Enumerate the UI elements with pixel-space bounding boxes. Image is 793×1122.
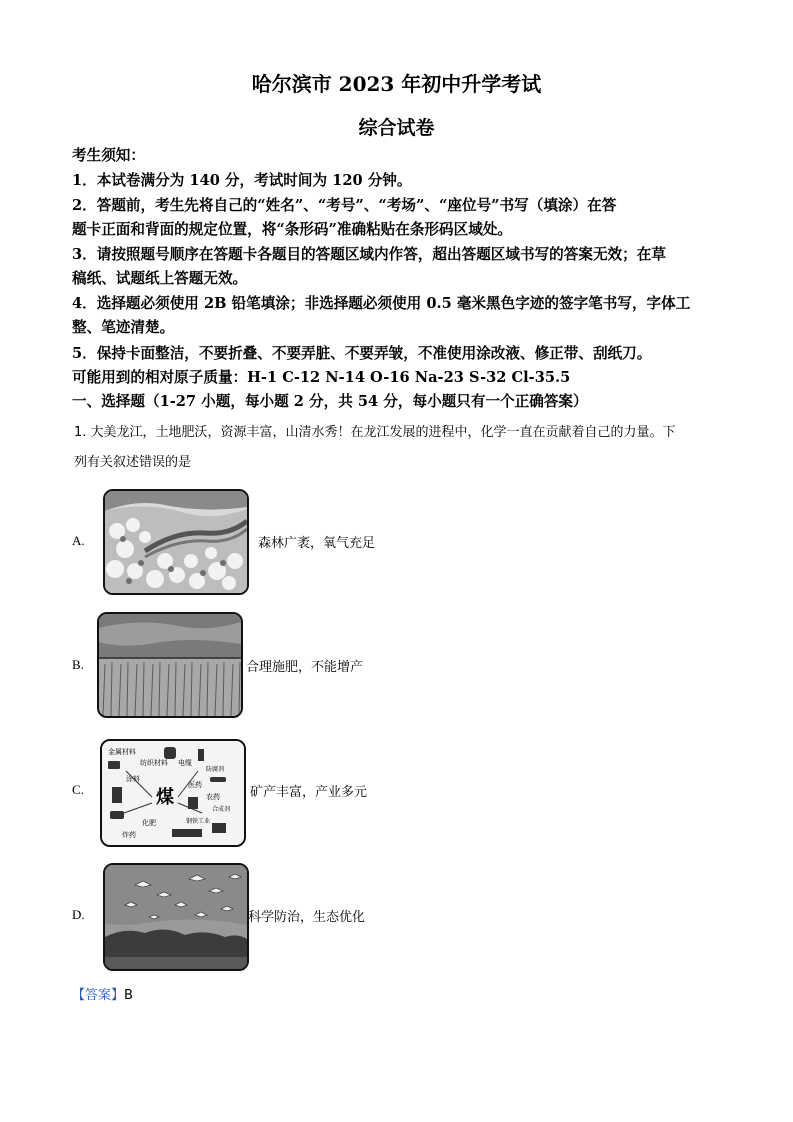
coal-label-textile: 纺织材料	[140, 759, 168, 767]
exam-subtitle: 综合试卷	[358, 117, 435, 139]
notice-line-7: 整、笔迹清楚。	[72, 319, 175, 336]
coal-label-metal: 金属材料	[108, 748, 136, 756]
exam-title: 哈尔滨市 2023 年初中升学考试	[251, 72, 542, 96]
notice-heading: 考生须知：	[72, 147, 145, 164]
notice-line-1: 1．本试卷满分为 140 分，考试时间为 120 分钟。	[72, 172, 412, 189]
notice-line-6: 4．选择题必须使用 2B 铅笔填涂；非选择题必须使用 0.5 毫米黑色字迹的签字笔书写，字体工	[72, 295, 691, 312]
coal-label-preservative: 防腐剂	[206, 766, 225, 773]
option-c-text: 矿产丰富，产业多元	[250, 785, 368, 800]
answer-tag: 【答案】	[72, 988, 125, 1003]
coal-label-paint: 涂料	[126, 775, 140, 783]
option-d-letter: D.	[72, 907, 85, 922]
answer-value: B	[124, 988, 133, 1003]
coal-label-fertilizer: 化肥	[142, 819, 156, 827]
option-b-letter: B.	[72, 657, 84, 672]
coal-label-cable: 电缆	[178, 759, 192, 767]
notice-line-4: 3．请按照题号顺序在答题卡各题目的答题区域内作答，超出答题区域书写的答案无效；在草	[72, 246, 666, 263]
coal-industry-diagram	[100, 739, 246, 847]
option-a-text: 森林广袤，氧气充足	[258, 536, 376, 551]
forest-photo	[103, 489, 249, 595]
notice-line-5: 稿纸、试题纸上答题无效。	[72, 270, 248, 287]
birds-wetland-photo	[103, 863, 249, 971]
question-stem-line-1: 1. 大美龙江，土地肥沃，资源丰富，山清水秀！在龙江发展的进程中，化学一直在贡献着自己的力量。下	[74, 425, 676, 440]
option-c-letter: C.	[72, 782, 84, 797]
coal-label-explosive: 炸药	[122, 831, 136, 839]
coal-label-steel: 钢铁工业	[186, 818, 211, 825]
option-b-text: 合理施肥，不能增产	[246, 660, 364, 675]
coal-center-label: 煤	[156, 787, 174, 808]
option-a-letter: A.	[72, 533, 85, 548]
wheat-field-photo	[97, 612, 243, 718]
coal-label-medicine: 医药	[188, 781, 202, 789]
answer-line	[72, 984, 133, 1003]
question-stem-line-2: 列有关叙述错误的是	[74, 455, 192, 470]
option-d-text: 科学防治，生态优化	[248, 910, 366, 925]
atomic-masses: 可能用到的相对原子质量：H-1 C-12 N-14 O-16 Na-23 S-32 Cl-35.5	[72, 369, 571, 386]
coal-label-synthetic: 合成剂	[212, 806, 231, 813]
notice-line-8: 5．保持卡面整洁，不要折叠、不要弄脏、不要弄皱，不准使用涂改液、修正带、刮纸刀。	[72, 345, 652, 362]
coal-label-pesticide: 农药	[206, 793, 220, 801]
notice-line-3: 题卡正面和背面的规定位置，将“条形码”准确粘贴在条形码区域处。	[72, 221, 513, 238]
notice-line-2: 2．答题前，考生先将自己的“姓名”、“考号”、“考场”、“座位号”书写（填涂）在答	[72, 197, 617, 214]
section-heading: 一、选择题（1-27 小题，每小题 2 分，共 54 分，每小题只有一个正确答案）	[72, 393, 588, 410]
